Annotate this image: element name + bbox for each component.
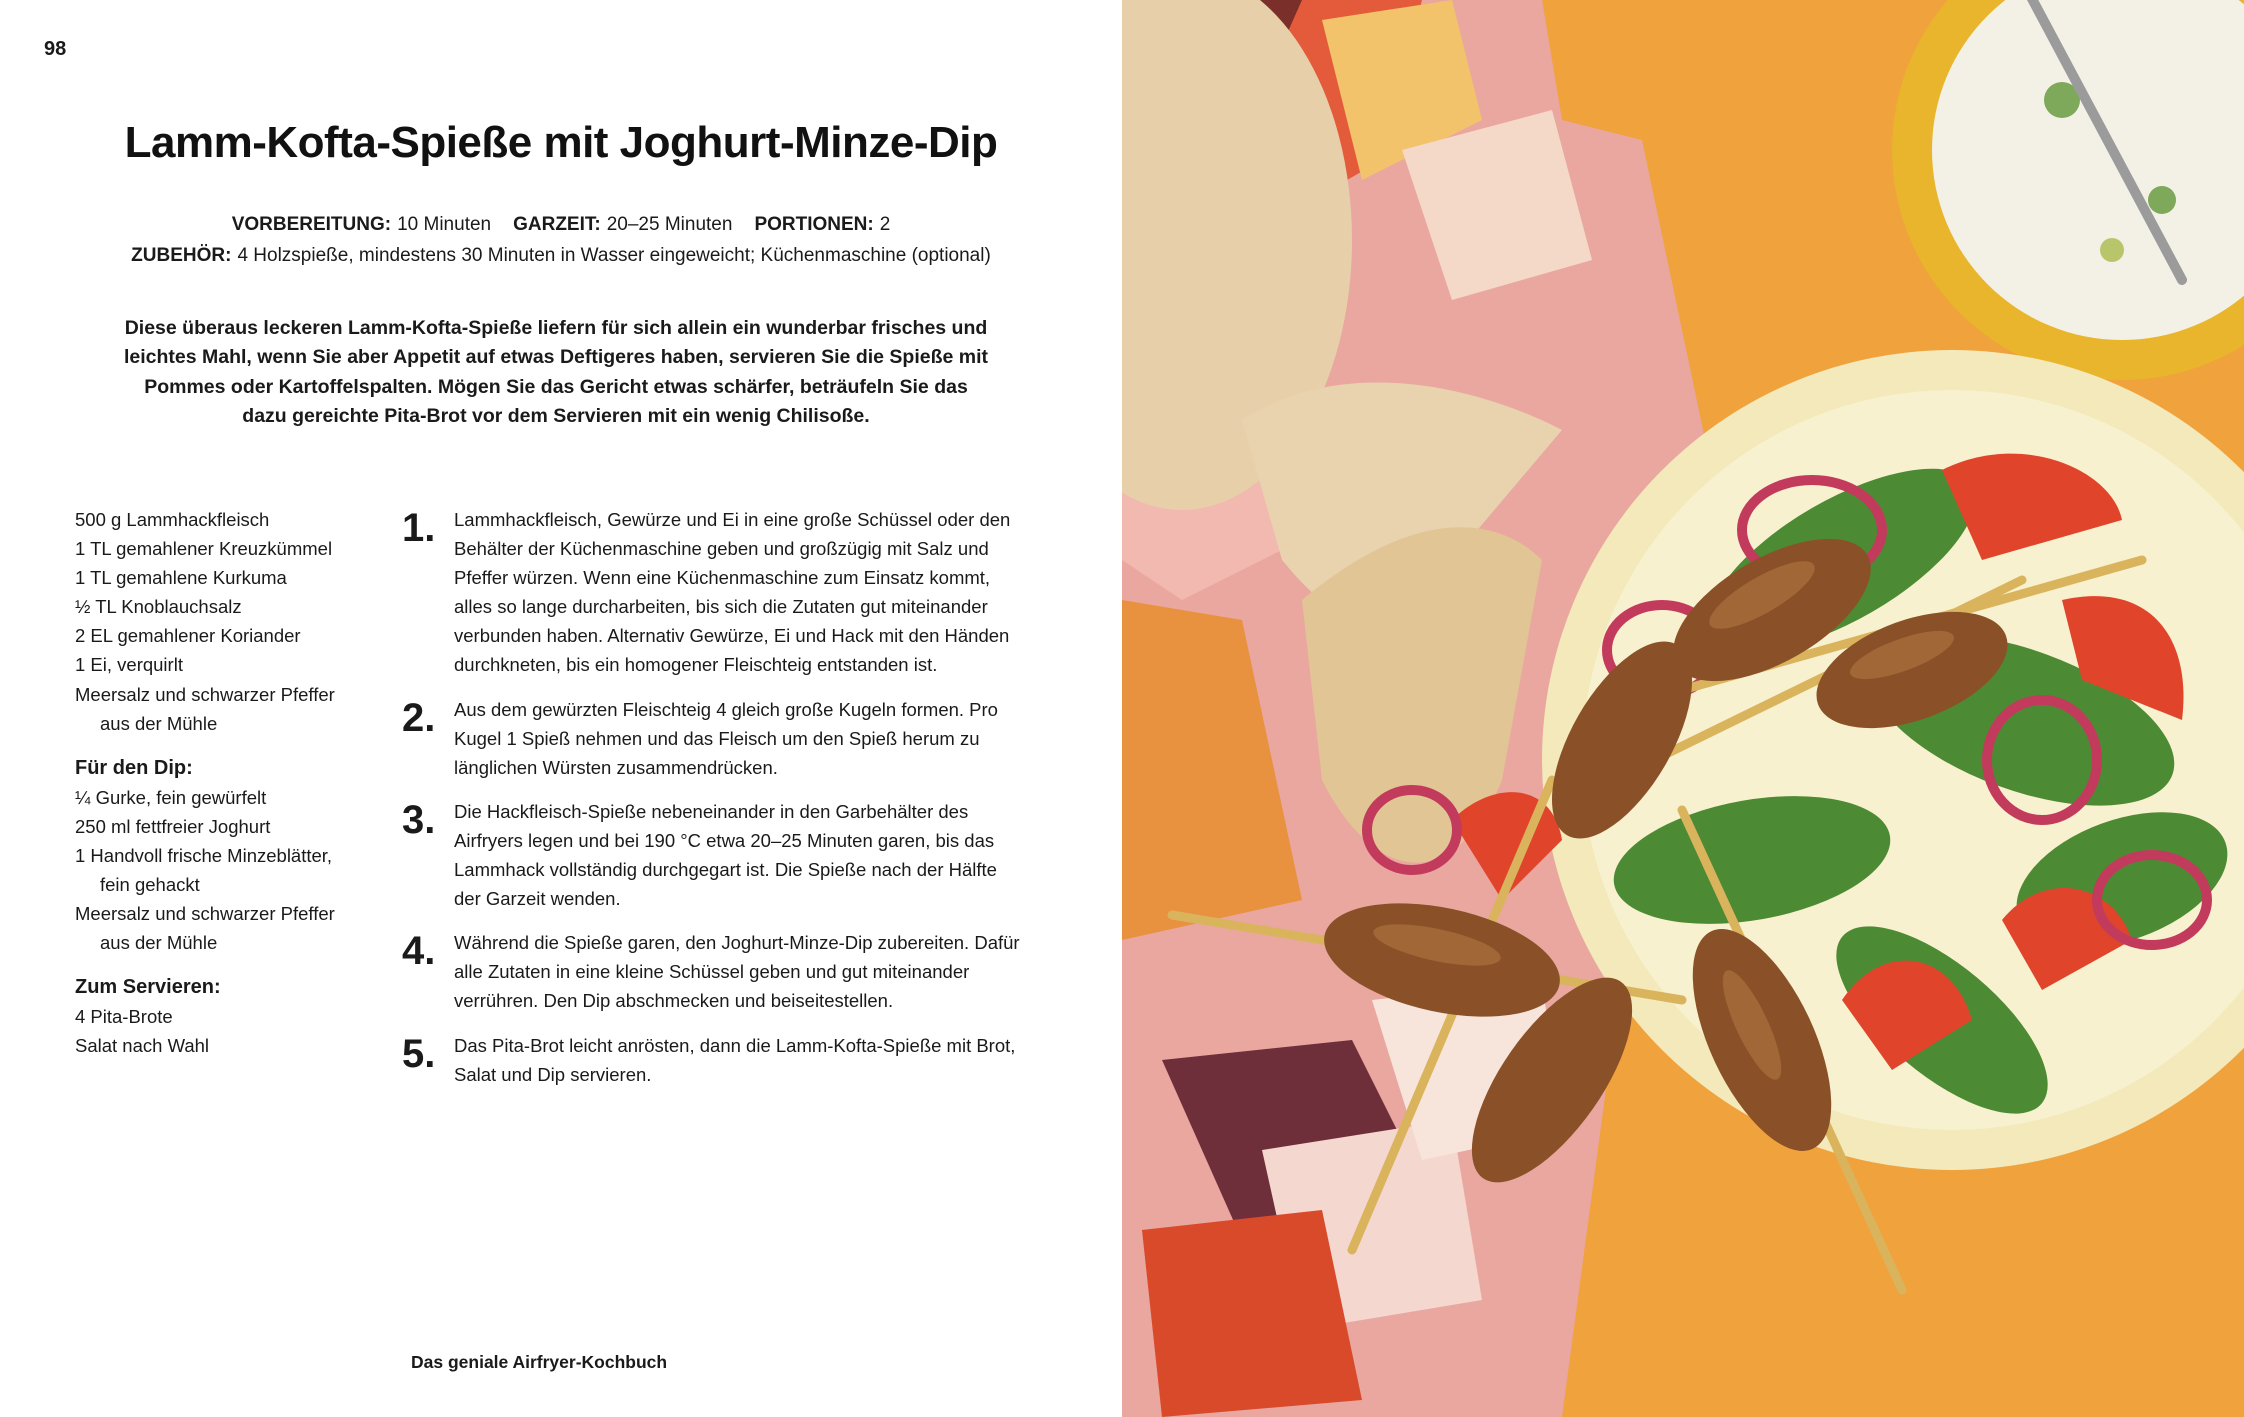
step-number: 1.	[402, 506, 436, 550]
ingredient-item: ½ TL Knoblauchsalz	[75, 596, 242, 618]
serving-heading: Zum Servieren:	[75, 976, 221, 999]
ingredient-item: Salat nach Wahl	[75, 1035, 210, 1057]
ingredient-item: 250 ml fettfreier Joghurt	[75, 815, 271, 837]
ingredient-item: 2 EL gemahlener Koriander	[75, 625, 301, 647]
page-number: 98	[44, 38, 67, 60]
method-step	[402, 797, 1027, 913]
method-step	[402, 1031, 1027, 1089]
step-number: 2.	[402, 695, 436, 740]
ingredient-item: Meersalz und schwarzer Pfeffer	[75, 903, 335, 925]
prep-value: 10 Minuten	[397, 214, 492, 235]
step-number: 4.	[402, 929, 436, 974]
ingredient-item: ¼ Gurke, fein gewürfelt	[75, 786, 267, 808]
equipment-label: ZUBEHÖR:	[131, 245, 232, 266]
cook-value: 20–25 Minuten	[606, 214, 733, 235]
step-text: Die Hackfleisch-Spieße nebeneinander in den Garbehälter des Airfryers legen und bei 190 °C etwa 20–25 Minuten garen, bis das Lammhack vollständig durchgegart ist. Die Spieße nach der Hälfte der Garzeit wenden.	[454, 800, 997, 910]
cook-label: GARZEIT:	[513, 214, 601, 235]
ingredient-item: 1 TL gemahlener Kreuzkümmel	[75, 538, 333, 560]
ingredients-list	[75, 505, 375, 1061]
portions-value: 2	[879, 214, 891, 235]
ingredient-item: aus der Mühle	[100, 712, 218, 734]
food-photo	[1122, 0, 2244, 1417]
equipment-value: 4 Holzspieße, mindestens 30 Minuten in Wasser eingeweicht; Küchenmaschine (optional)	[237, 245, 991, 266]
dip-heading: Für den Dip:	[75, 756, 193, 779]
step-text: Das Pita-Brot leicht anrösten, dann die Lamm-Kofta-Spieße mit Brot, Salat und Dip servieren.	[454, 1034, 1016, 1085]
step-text: Aus dem gewürzten Fleischteig 4 gleich große Kugeln formen. Pro Kugel 1 Spieß nehmen und das Fleisch um den Spieß herum zu länglichen Würsten zusammendrücken.	[454, 698, 998, 778]
ingredient-item: aus der Mühle	[100, 932, 218, 954]
recipe-meta-times	[0, 214, 1122, 236]
step-number: 3.	[402, 797, 436, 842]
ingredient-item: fein gehackt	[100, 874, 200, 896]
method-step	[402, 505, 1027, 680]
ingredient-item: 1 TL gemahlene Kurkuma	[75, 567, 287, 589]
ingredient-item: 1 Ei, verquirlt	[75, 654, 183, 676]
recipe-meta-equipment	[0, 245, 1122, 267]
method-steps	[402, 505, 1027, 1104]
ingredient-item: 500 g Lammhackfleisch	[75, 509, 270, 530]
ingredient-item: 1 Handvoll frische Minzeblätter,	[75, 844, 333, 866]
portions-label: PORTIONEN:	[754, 214, 874, 235]
step-text: Lammhackfleisch, Gewürze und Ei in eine große Schüssel oder den Behälter der Küchenmaschine geben und großzügig mit Salz und Pfeffer würzen. Wenn eine Küchenmaschine zum Einsatz kommt, alles so lange durcharbeiten, bis sich die Zutaten gut miteinander verbunden haben. Alternativ Gewürze, Ei und Hack mit den Händen durchkneten, bis ein homogener Fleischteig entstanden ist.	[454, 509, 1011, 676]
method-step	[402, 928, 1027, 1015]
book-title-footer: Das geniale Airfryer-Kochbuch	[411, 1352, 668, 1372]
method-step	[402, 695, 1027, 782]
ingredient-item: Meersalz und schwarzer Pfeffer	[75, 683, 335, 705]
step-text: Während die Spieße garen, den Joghurt-Minze-Dip zubereiten. Dafür alle Zutaten in eine kleine Schüssel geben und gut miteinander verrühren. Den Dip abschmecken und beiseitestellen.	[454, 932, 1020, 1012]
ingredient-item: 4 Pita-Brote	[75, 1006, 173, 1028]
recipe-intro: Diese überaus leckeren Lamm-Kofta-Spieße liefern für sich allein ein wunderbar frisches und leichtes Mahl, wenn Sie aber Appetit auf etwas Deftigeres haben, servieren Sie die Spieße mit Pommes oder Kartoffelspalten. Mögen Sie das Gericht etwas schärfer, beträufeln Sie das dazu gereichte Pita-Brot vor dem Servieren mit ein wenig Chilisoße.	[123, 317, 989, 427]
step-number: 5.	[402, 1031, 436, 1076]
recipe-title: Lamm-Kofta-Spieße mit Joghurt-Minze-Dip	[124, 118, 998, 167]
prep-label: VORBEREITUNG:	[231, 214, 392, 235]
